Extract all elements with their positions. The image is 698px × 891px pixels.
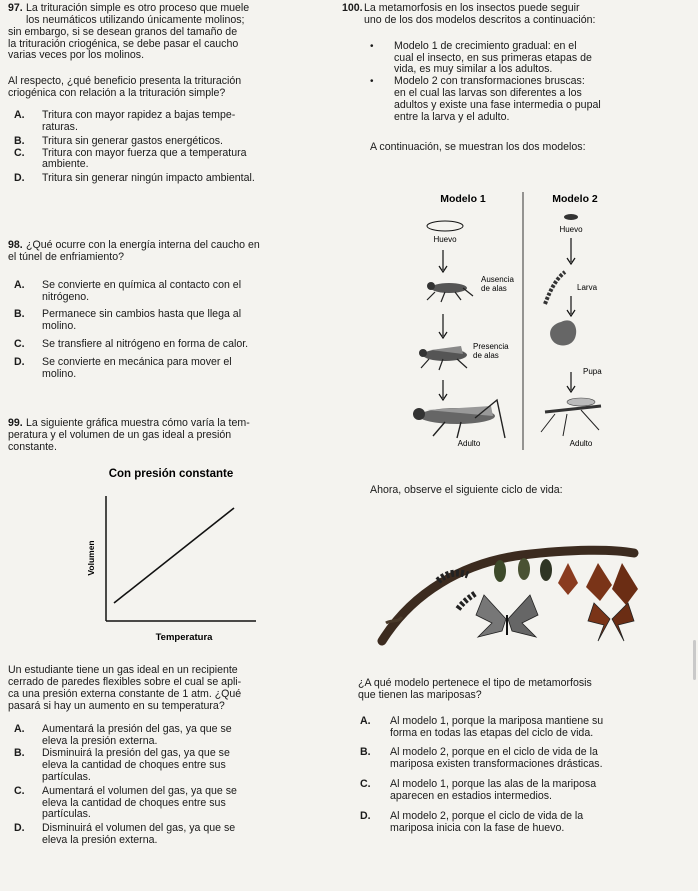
option-text: Se transfiere al nitrógeno en forma de calor. (42, 338, 249, 351)
stage-label: Ausencia (481, 275, 514, 284)
text-line: entre la larva y el adulto. (394, 110, 510, 123)
model-1-description (342, 41, 652, 77)
answer-option-a[interactable] (8, 110, 326, 134)
option-text: Aumentará el volumen del gas, ya que se (42, 784, 237, 797)
text-line: sin embargo, si se desean granos del tamaño de (8, 25, 238, 38)
option-letter: B. (14, 747, 25, 760)
stage-label: Huevo (433, 235, 457, 244)
stage-label: de alas (473, 351, 499, 360)
question-number: 98. (8, 239, 23, 251)
option-letter: D. (14, 822, 25, 835)
option-text: Al modelo 2, porque en el ciclo de vida de la (390, 746, 598, 759)
text-line: la trituración criogénica, se debe pasar el caucho (8, 37, 239, 50)
option-letter: C. (14, 146, 25, 159)
cycle-intro: Ahora, observe el siguiente ciclo de vida: (370, 484, 563, 496)
option-letter: A. (14, 723, 25, 736)
question-number: 97. (8, 2, 23, 14)
option-text: Permanece sin cambios hasta que llega al (42, 308, 242, 321)
option-letter: D. (14, 172, 25, 185)
answer-option-b[interactable] (8, 136, 326, 148)
stage-label: Presencia (473, 342, 509, 351)
text-line: La trituración simple es otro proceso que muele (26, 2, 250, 14)
butterfly-life-cycle-image (372, 523, 640, 653)
question-prompt: Al respecto, ¿qué beneficio presenta la trituración (8, 75, 242, 88)
answer-option-a[interactable] (350, 716, 660, 740)
text-line: vida, es muy similar a los adultos. (394, 63, 553, 76)
answer-option-d[interactable] (8, 173, 326, 185)
option-letter: A. (360, 714, 371, 727)
text-line: peratura y el volumen de un gas ideal a presión (8, 428, 232, 441)
stage-label: Adulto (457, 439, 481, 448)
winged-nymph-icon (419, 346, 467, 370)
option-text: Disminuirá el volumen del gas, ya que se (42, 822, 236, 835)
option-text: Al modelo 1, porque la mariposa mantiene su (390, 714, 604, 727)
text-line: ¿Qué ocurre con la energía interna del caucho en (26, 239, 260, 251)
question-100 (342, 3, 652, 154)
option-letter: B. (14, 134, 25, 147)
question-number: 99. (8, 417, 23, 429)
option-text: molino. (42, 320, 77, 333)
option-letter: B. (14, 308, 25, 321)
option-text: Aumentará la presión del gas, ya que se (42, 723, 232, 736)
answer-option-c[interactable] (350, 779, 660, 803)
answer-option-b[interactable] (350, 747, 660, 771)
metamorphosis-diagram (405, 188, 640, 456)
option-letter: D. (360, 809, 371, 822)
volume-temperature-chart (76, 466, 266, 648)
stage-label: Adulto (569, 439, 593, 448)
question-prompt: criogénica con relación a la trituración simple? (8, 87, 226, 100)
option-text: Tritura con mayor fuerza que a temperatura (42, 146, 247, 159)
answer-option-d[interactable] (8, 357, 326, 381)
model-2-description (342, 76, 652, 123)
option-letter: A. (14, 109, 25, 122)
text-line: pasará si hay un aumento en su temperatura? (8, 699, 225, 712)
option-text: Se convierte en química al contacto con el (42, 278, 242, 291)
option-text: Tritura sin generar ningún impacto ambiental. (42, 172, 255, 185)
answer-option-b[interactable] (8, 309, 326, 333)
option-text: eleva la presión externa. (42, 834, 158, 847)
answer-option-a[interactable] (8, 724, 326, 748)
stage-label: Pupa (583, 367, 602, 376)
option-text: Al modelo 2, porque el ciclo de vida de la (390, 809, 584, 822)
option-text: eleva la cantidad de choques entre sus (42, 796, 226, 809)
text-line: varias veces por los molinos. (8, 49, 145, 62)
text-line: La siguiente gráfica muestra cómo varía la tem- (26, 417, 250, 429)
option-letter: B. (360, 746, 371, 759)
answer-option-b[interactable] (8, 748, 326, 784)
models-intro: A continuación, se muestran los dos modelos: (370, 140, 586, 153)
larva-icon (545, 272, 565, 304)
text-line: los neumáticos utilizando únicamente molinos; (26, 13, 245, 26)
question-number: 100. (342, 2, 363, 14)
chart-title: Con presión constante (108, 468, 234, 480)
option-letter: D. (14, 356, 25, 369)
answer-option-c[interactable] (8, 148, 326, 172)
option-text: ambiente. (42, 158, 89, 171)
text-line: Un estudiante tiene un gas ideal en un recipiente (8, 664, 238, 676)
stage-label: Larva (577, 283, 598, 292)
text-line: el túnel de enfriamiento? (8, 250, 125, 263)
scrollbar[interactable] (693, 640, 696, 680)
model-1-title: Modelo 1 (440, 193, 486, 205)
option-text: Al modelo 1, porque las alas de la mariposa (390, 778, 597, 791)
option-text: raturas. (42, 120, 78, 133)
option-text: molino. (42, 367, 77, 380)
option-text: mariposa existen transformaciones drásticas. (390, 758, 603, 771)
question-100-prompt (350, 678, 660, 835)
option-letter: C. (360, 778, 371, 791)
text-line: cual el insecto, en sus primeras etapas de (394, 51, 592, 64)
text-line: • Modelo 1 de crecimiento gradual: en el (394, 39, 577, 52)
question-97 (8, 3, 326, 185)
answer-option-c[interactable] (8, 786, 326, 822)
option-text: partículas. (42, 808, 91, 821)
text-line: ca una presión externa constante de 1 atm. ¿Qué (8, 687, 242, 700)
text-line: cerrado de paredes flexibles sobre el cual se apli- (8, 675, 242, 688)
option-text: eleva la presión externa. (42, 735, 158, 748)
option-text: eleva la cantidad de choques entre sus (42, 759, 226, 772)
answer-option-a[interactable] (8, 280, 326, 304)
answer-option-d[interactable] (8, 823, 326, 847)
question-98 (8, 240, 326, 381)
text-line: en el cual las larvas son diferentes a los (394, 87, 582, 100)
option-text: forma en todas las etapas del ciclo de vida. (390, 726, 594, 739)
answer-option-c[interactable] (8, 339, 326, 351)
stage-label: Huevo (559, 225, 583, 234)
pupa-icon (550, 320, 576, 345)
option-text: partículas. (42, 770, 91, 783)
egg-icon (427, 221, 463, 231)
chrysalis-icon (494, 558, 552, 582)
option-text: nitrógeno. (42, 290, 90, 303)
grasshopper-icon (413, 400, 505, 438)
answer-option-d[interactable] (350, 811, 660, 835)
text-line: constante. (8, 440, 57, 453)
mosquito-icon (541, 398, 601, 436)
question-prompt: que tienen las mariposas? (358, 688, 482, 701)
x-axis-label: Temperatura (155, 632, 213, 643)
option-text: aparecen en estadios intermedios. (390, 790, 552, 803)
question-99-body (8, 665, 326, 847)
question-prompt: ¿A qué modelo pertenece el tipo de metamorfosis (358, 677, 592, 689)
model-2-title: Modelo 2 (552, 193, 598, 205)
text-line: uno de los dos modelos descritos a continuación: (364, 13, 596, 26)
option-letter: C. (14, 784, 25, 797)
text-line: adultos y existe una fase intermedia o pupal (394, 99, 601, 112)
option-text: Se convierte en mecánica para mover el (42, 356, 232, 369)
text-line: La metamorfosis en los insectos puede seguir (364, 2, 580, 14)
option-text: mariposa inicia con la fase de huevo. (390, 821, 565, 834)
y-axis-label: Volumen (86, 540, 96, 576)
nymph-icon (427, 282, 473, 302)
stage-label: de alas (481, 284, 507, 293)
series-line (114, 508, 234, 603)
text-line: • Modelo 2 con transformaciones bruscas: (394, 75, 585, 88)
option-text: Disminuirá la presión del gas, ya que se (42, 747, 230, 760)
option-text: Tritura con mayor rapidez a bajas tempe- (42, 109, 236, 122)
option-letter: C. (14, 338, 25, 351)
question-99 (8, 418, 326, 454)
egg-icon (564, 214, 578, 220)
option-text: Tritura sin generar gastos energéticos. (42, 134, 223, 147)
option-letter: A. (14, 278, 25, 291)
